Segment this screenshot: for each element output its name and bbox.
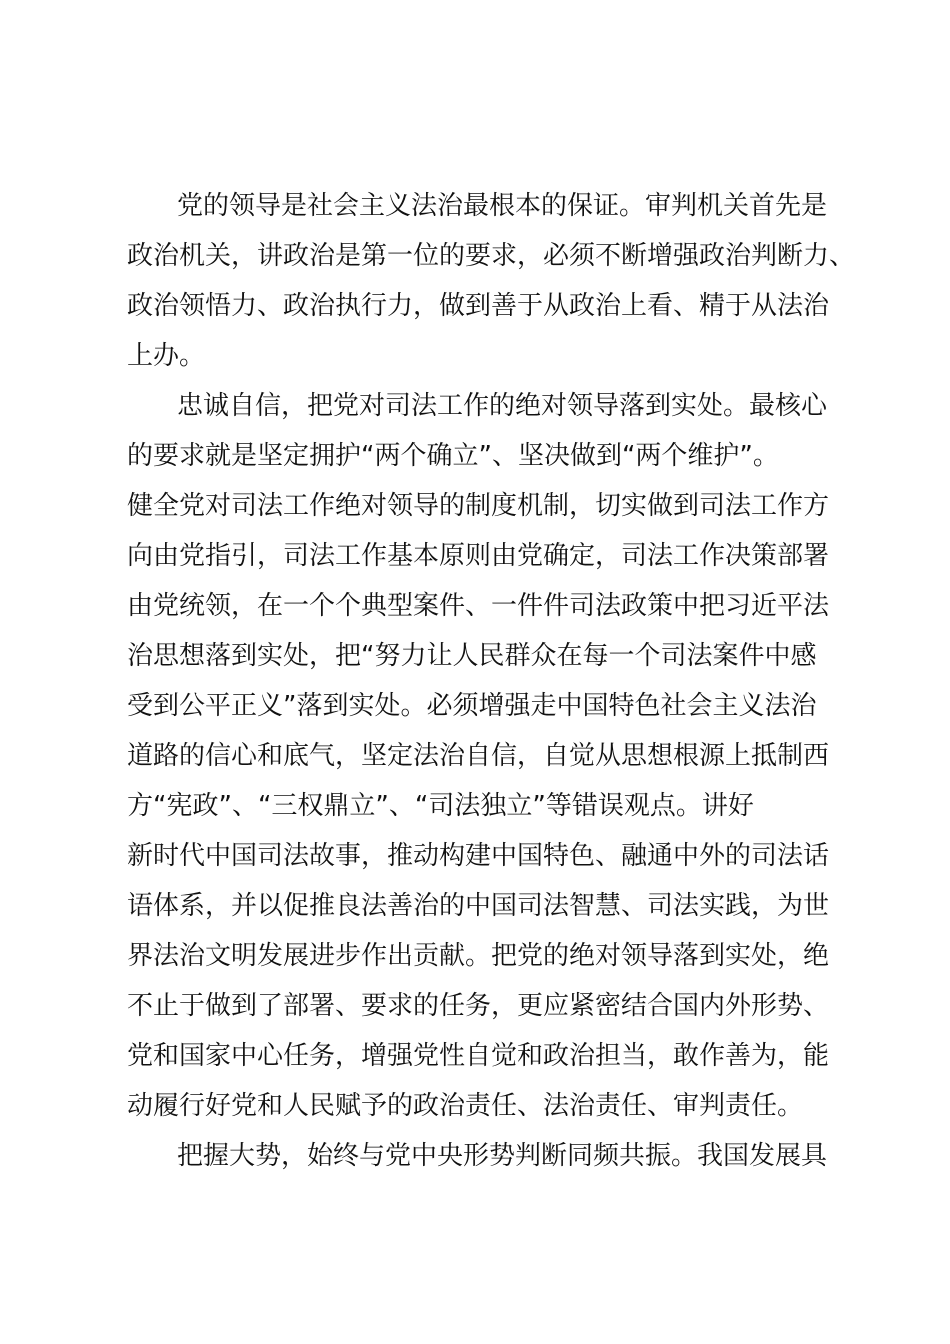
- paragraph-2-line-2: 的要求就是坚定拥护“两个确立”、坚决做到“两个维护”。: [127, 441, 779, 471]
- paragraph-2-line-4: 向由党指引，司法工作基本原则由党确定，司法工作决策部署: [127, 541, 830, 571]
- paragraph-2-line-15: 动履行好党和人民赋予的政治责任、法治责任、审判责任。: [127, 1091, 804, 1121]
- paragraph-2-line-5: 由党统领，在一个个典型案件、一件件司法政策中把习近平法: [127, 591, 830, 621]
- paragraph-3-line-1: 把握大势，始终与党中央形势判断同频共振。我国发展具: [177, 1141, 828, 1171]
- paragraph-2-line-6: 治思想落到实处，把“努力让人民群众在每一个司法案件中感: [127, 641, 817, 671]
- paragraph-1-line-1: 党的领导是社会主义法治最根本的保证。审判机关首先是: [177, 191, 828, 221]
- paragraph-1-line-2: 政治机关，讲政治是第一位的要求，必须不断增强政治判断力、: [127, 241, 856, 271]
- paragraph-2-line-14: 党和国家中心任务，增强党性自觉和政治担当，敢作善为，能: [127, 1041, 830, 1071]
- paragraph-2-line-3: 健全党对司法工作绝对领导的制度机制，切实做到司法工作方: [127, 491, 830, 521]
- paragraph-2-line-11: 语体系，并以促推良法善治的中国司法智慧、司法实践，为世: [127, 891, 830, 921]
- paragraph-2-line-13: 不止于做到了部署、要求的任务，更应紧密结合国内外形势、: [127, 991, 830, 1021]
- paragraph-2-line-12: 界法治文明发展进步作出贡献。把党的绝对领导落到实处，绝: [127, 941, 830, 971]
- paragraph-1-line-3: 政治领悟力、政治执行力，做到善于从政治上看、精于从法治: [127, 291, 830, 321]
- paragraph-2-line-10: 新时代中国司法故事，推动构建中国特色、融通中外的司法话: [127, 841, 830, 871]
- paragraph-1-line-4: 上办。: [127, 341, 206, 371]
- paragraph-2-line-9: 方“宪政”、“三权鼎立”、“司法独立”等错误观点。讲好: [127, 791, 754, 821]
- paragraph-2-line-1: 忠诚自信，把党对司法工作的绝对领导落到实处。最核心: [177, 391, 828, 421]
- body-text: [127, 181, 856, 1181]
- paragraph-2-line-8: 道路的信心和底气，坚定法治自信，自觉从思想根源上抵制西: [127, 741, 830, 771]
- paragraph-2-line-7: 受到公平正义”落到实处。必须增强走中国特色社会主义法治: [127, 691, 817, 721]
